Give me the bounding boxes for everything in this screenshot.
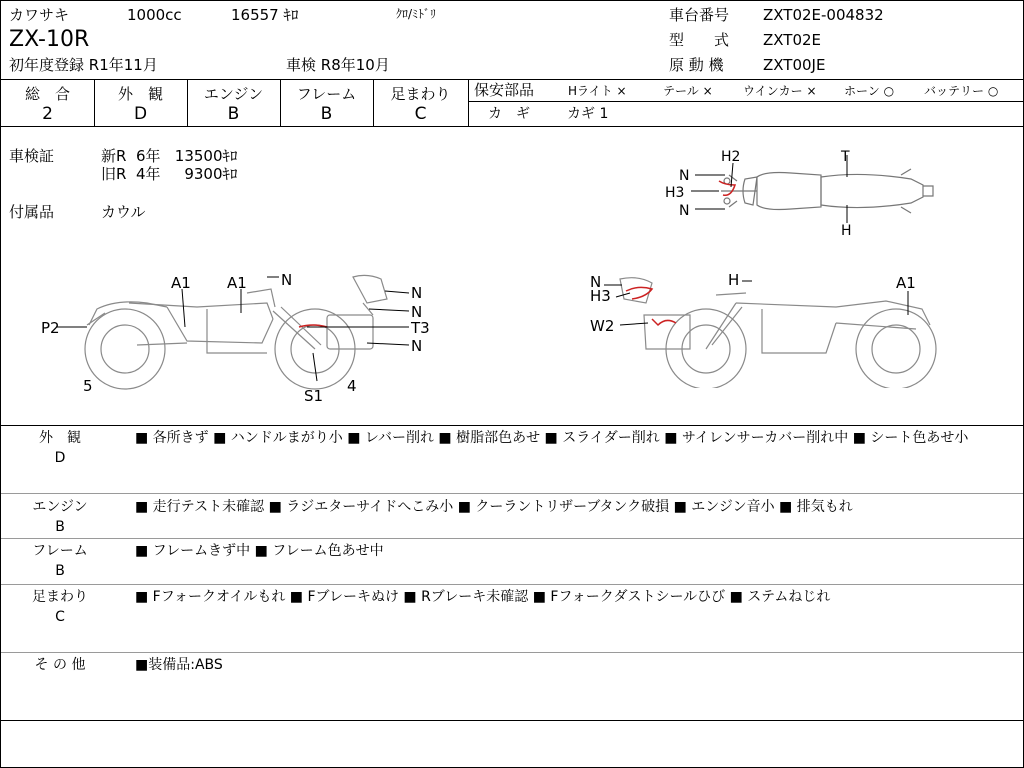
displacement: 1000cc <box>127 6 182 24</box>
shaken-old: 旧R 4年 9300ｷﾛ <box>101 165 238 183</box>
safety-battery: バッテリー ○ <box>924 84 999 98</box>
section-title-other: そ の 他 <box>34 657 86 673</box>
engine-model-label: 原 動 機 <box>669 56 724 74</box>
section-text-other: ■装備品:ABS <box>135 657 223 673</box>
left-label-5: 5 <box>83 377 93 395</box>
left-label-n-cowl3: N <box>411 337 423 355</box>
grade-label-frame: フレーム <box>296 85 357 103</box>
shaken-new: 新R 6年 13500ｷﾛ <box>101 147 238 165</box>
key-count: カギ 1 <box>567 106 609 122</box>
section-title-frame: フレーム B <box>32 543 88 579</box>
grade-exterior: D <box>133 104 148 124</box>
frame-number: ZXT02E-004832 <box>763 6 884 24</box>
grade-frame: B <box>320 104 333 124</box>
section-text-frame: ■ フレームきず中 ■ フレーム色あせ中 <box>135 543 384 559</box>
section-title-engine: エンジン B <box>32 499 88 535</box>
frame-number-label: 車台番号 <box>669 6 730 24</box>
top-label-n1: N <box>679 168 690 184</box>
section-text-engine: ■ 走行テスト未確認 ■ ラジエターサイドへこみ小 ■ クーラントリザーブタンク破損 ■ エンジン音小 ■ 排気もれ <box>135 499 853 515</box>
left-label-a1-tank: A1 <box>227 274 247 292</box>
engine-model: ZXT00JE <box>763 56 826 74</box>
right-label-w2: W2 <box>590 317 615 335</box>
grade-label-suspension: 足まわり <box>390 85 451 103</box>
right-label-h: H <box>728 271 740 289</box>
safety-winker: ウインカー × <box>743 84 817 98</box>
safety-parts-label: 保安部品 <box>474 81 535 99</box>
grade-label-overall: 総 合 <box>24 85 70 103</box>
shaken-label: 車検証 <box>9 147 55 165</box>
type-value: ZXT02E <box>763 31 822 49</box>
top-label-h: H <box>841 223 852 239</box>
first-registration: 初年度登録 R1年11月 <box>9 56 158 74</box>
left-label-p2: P2 <box>41 319 60 337</box>
color: ｸﾛ/ﾐﾄﾞﾘ <box>396 7 437 21</box>
left-label-n-cowl2: N <box>411 303 423 321</box>
section-text-exterior: ■ 各所きず ■ ハンドルまがり小 ■ レバー削れ ■ 樹脂部色あせ ■ スライダー削れ ■ サイレンサーカバー削れ中 ■ シート色あせ小 <box>135 430 969 446</box>
right-label-n: N <box>590 273 602 291</box>
type-label: 型 式 <box>669 31 730 49</box>
left-label-4: 4 <box>347 377 357 395</box>
left-label-s1: S1 <box>304 387 324 405</box>
grade-engine: B <box>227 104 240 124</box>
right-label-a1: A1 <box>896 274 916 292</box>
top-label-h3: H3 <box>665 185 685 201</box>
right-side-diagram <box>586 263 946 388</box>
grade-label-exterior: 外 観 <box>117 85 163 103</box>
top-view-diagram <box>661 141 951 241</box>
mileage: 16557 ｷﾛ <box>231 6 299 24</box>
section-title-suspension: 足まわり C <box>32 589 88 625</box>
left-label-t3: T3 <box>411 319 430 337</box>
safety-headlight: Hライト × <box>568 84 627 98</box>
grade-overall: 2 <box>42 104 53 124</box>
accessories-label: 付属品 <box>9 203 55 221</box>
grade-label-engine: エンジン <box>203 85 264 103</box>
safety-taillight: テール × <box>663 84 713 98</box>
right-label-h3: H3 <box>590 287 611 305</box>
left-label-a1-rear: A1 <box>171 274 191 292</box>
top-label-n2: N <box>679 203 690 219</box>
inspection-expiry: 車検 R8年10月 <box>286 56 390 74</box>
left-side-diagram <box>37 263 457 408</box>
top-label-t: T <box>841 149 850 165</box>
maker: カワサキ <box>9 6 70 24</box>
key-label: カ ギ <box>488 106 530 122</box>
left-label-n-cowl1: N <box>411 284 423 302</box>
top-label-h2: H2 <box>721 149 741 165</box>
section-text-suspension: ■ Fフォークオイルもれ ■ Fブレーキぬけ ■ Rブレーキ未確認 ■ Fフォークダストシールひび ■ ステムねじれ <box>135 589 831 605</box>
grade-suspension: C <box>414 104 427 124</box>
model-name: ZX-10R <box>9 27 90 52</box>
accessories-value: カウル <box>101 203 146 221</box>
section-title-exterior: 外 観 D <box>39 430 81 466</box>
left-label-n-handle: N <box>281 271 293 289</box>
safety-horn: ホーン ○ <box>844 84 895 98</box>
